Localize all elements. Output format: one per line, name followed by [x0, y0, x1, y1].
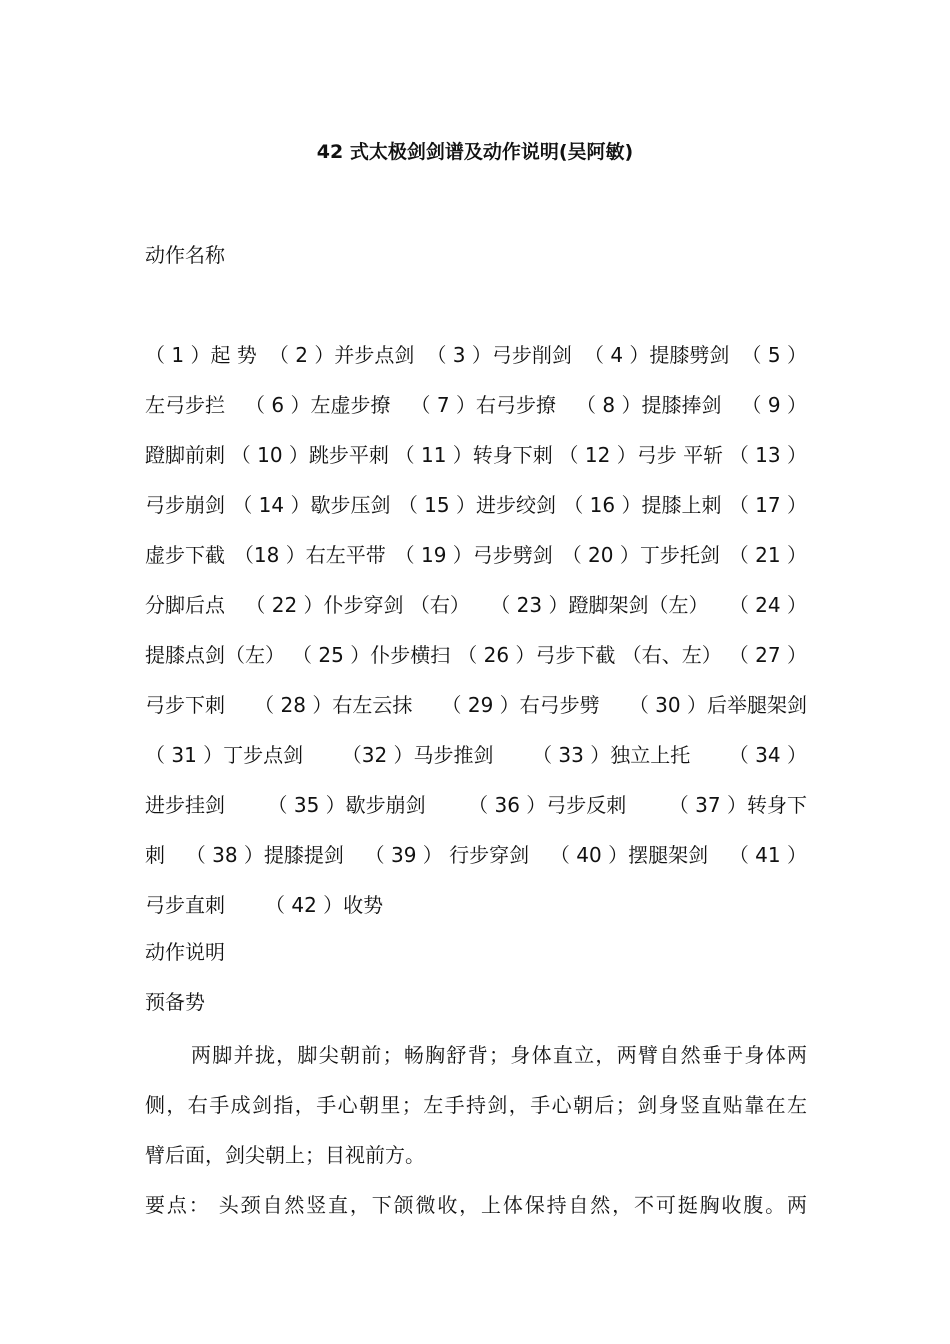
movement-line [145, 890, 807, 940]
movement-line [145, 440, 807, 490]
key-points-paragraph [145, 1180, 807, 1230]
movement-item: 提膝点剑（左） [145, 643, 285, 667]
movement-line [145, 340, 807, 390]
movement-item: （ 11 ）转身下刺 [394, 443, 553, 467]
movement-line [145, 790, 807, 840]
movement-line [145, 640, 807, 690]
movement-item: 左弓步拦 [145, 393, 225, 417]
movement-item: （ 17 ） [728, 493, 807, 517]
movement-line [145, 490, 807, 540]
paragraph-line: 臂后面，剑尖朝上；目视前方。 [145, 1143, 425, 1167]
movement-item: （ 40 ）摆腿架剑 [549, 843, 709, 867]
movement-item: （ 35 ）歇步崩剑 [267, 793, 426, 817]
movement-item: （ 38 ）提膝提剑 [185, 843, 344, 867]
movement-item: （32 ）马步推剑 [341, 743, 494, 767]
movement-item: （ 26 ）弓步下截 （右、左） [457, 643, 722, 667]
movement-item: （ 10 ）跳步平刺 [230, 443, 389, 467]
movement-line [145, 740, 807, 790]
movement-item: （ 41 ） [728, 843, 807, 867]
movement-item: （ 22 ）仆步穿剑 （右） [245, 593, 470, 617]
movement-line [145, 390, 807, 440]
movement-item: （ 19 ）弓步劈剑 [394, 543, 553, 567]
paragraph-line: 侧，右手成剑指，手心朝里；左手持剑，手心朝后；剑身竖直贴靠在左 [145, 1093, 807, 1117]
movement-item: （ 3 ）弓步削剑 [426, 343, 572, 367]
movement-item: （ 15 ）进步绞剑 [397, 493, 556, 517]
movement-item: （ 4 ）提膝劈剑 [583, 343, 730, 367]
movement-item: 蹬脚前刺 [145, 443, 225, 467]
movement-item: （ 29 ）右弓步劈 [441, 693, 600, 717]
document-title: 42 式太极剑剑谱及动作说明(吴阿敏) [316, 141, 634, 163]
movement-item: （ 31 ）丁步点剑 [145, 743, 304, 767]
movement-item: （ 28 ）右左云抹 [254, 693, 413, 717]
movement-item: （18 ）右左平带 [233, 543, 386, 567]
movement-item: （ 2 ）并步点剑 [268, 343, 415, 367]
movement-item: （ 6 ）左虚步撩 [245, 393, 391, 417]
movement-item: （ 7 ）右弓步撩 [410, 393, 556, 417]
movement-item: 虚步下截 [145, 543, 225, 567]
movement-line [145, 690, 807, 740]
movement-item: （ 24 ） [728, 593, 807, 617]
movement-item: （ 25 ）仆步横扫 [292, 643, 451, 667]
movement-item: （ 13 ） [728, 443, 807, 467]
movement-item: 弓步直刺 [145, 893, 225, 917]
movement-item: （ 33 ）独立上托 [532, 743, 691, 767]
movement-item: （ 36 ）弓步反刺 [468, 793, 627, 817]
movement-item: （ 9 ） [741, 393, 807, 417]
movement-item: （ 1 ）起 势 [145, 343, 257, 367]
movement-item: （ 39 ） 行步穿剑 [364, 843, 530, 867]
movement-item: （ 34 ） [728, 743, 807, 767]
movement-item: （ 30 ）后举腿架剑 [628, 693, 807, 717]
movement-item: 分脚后点 [145, 593, 225, 617]
preparation-heading: 预备势 [145, 990, 205, 1014]
paragraph-line: 两脚并拢，脚尖朝前；畅胸舒背；身体直立，两臂自然垂于身体两 [191, 1043, 807, 1067]
movement-item: （ 42 ）收势 [265, 893, 384, 917]
movement-item: （ 21 ） [728, 543, 807, 567]
movement-item: （ 23 ）蹬脚架剑（左） [490, 593, 709, 617]
movement-item: （ 37 ）转身下 [668, 793, 807, 817]
movement-item: 刺 [145, 843, 165, 867]
movement-line [145, 840, 807, 890]
movement-item: （ 14 ）歇步压剑 [232, 493, 391, 517]
movement-names-heading: 动作名称 [145, 243, 225, 267]
movement-names-list [145, 340, 807, 940]
preparation-paragraph [145, 1030, 807, 1180]
movement-item: （ 12 ）弓步 平斩 [558, 443, 724, 467]
movement-item: 进步挂剑 [145, 793, 225, 817]
movement-item: （ 20 ）丁步托剑 [561, 543, 720, 567]
movement-line [145, 540, 807, 590]
movement-line [145, 590, 807, 640]
movement-explanation-heading: 动作说明 [145, 940, 225, 964]
movement-item: （ 16 ）提膝上刺 [563, 493, 722, 517]
movement-item: 弓步下刺 [145, 693, 225, 717]
movement-item: 弓步崩剑 [145, 493, 225, 517]
paragraph-line: 要点： 头颈自然竖直，下颌微收，上体保持自然，不可挺胸收腹。两 [145, 1193, 807, 1217]
movement-item: （ 8 ）提膝捧剑 [576, 393, 722, 417]
movement-item: （ 5 ） [741, 343, 807, 367]
movement-item: （ 27 ） [728, 643, 807, 667]
